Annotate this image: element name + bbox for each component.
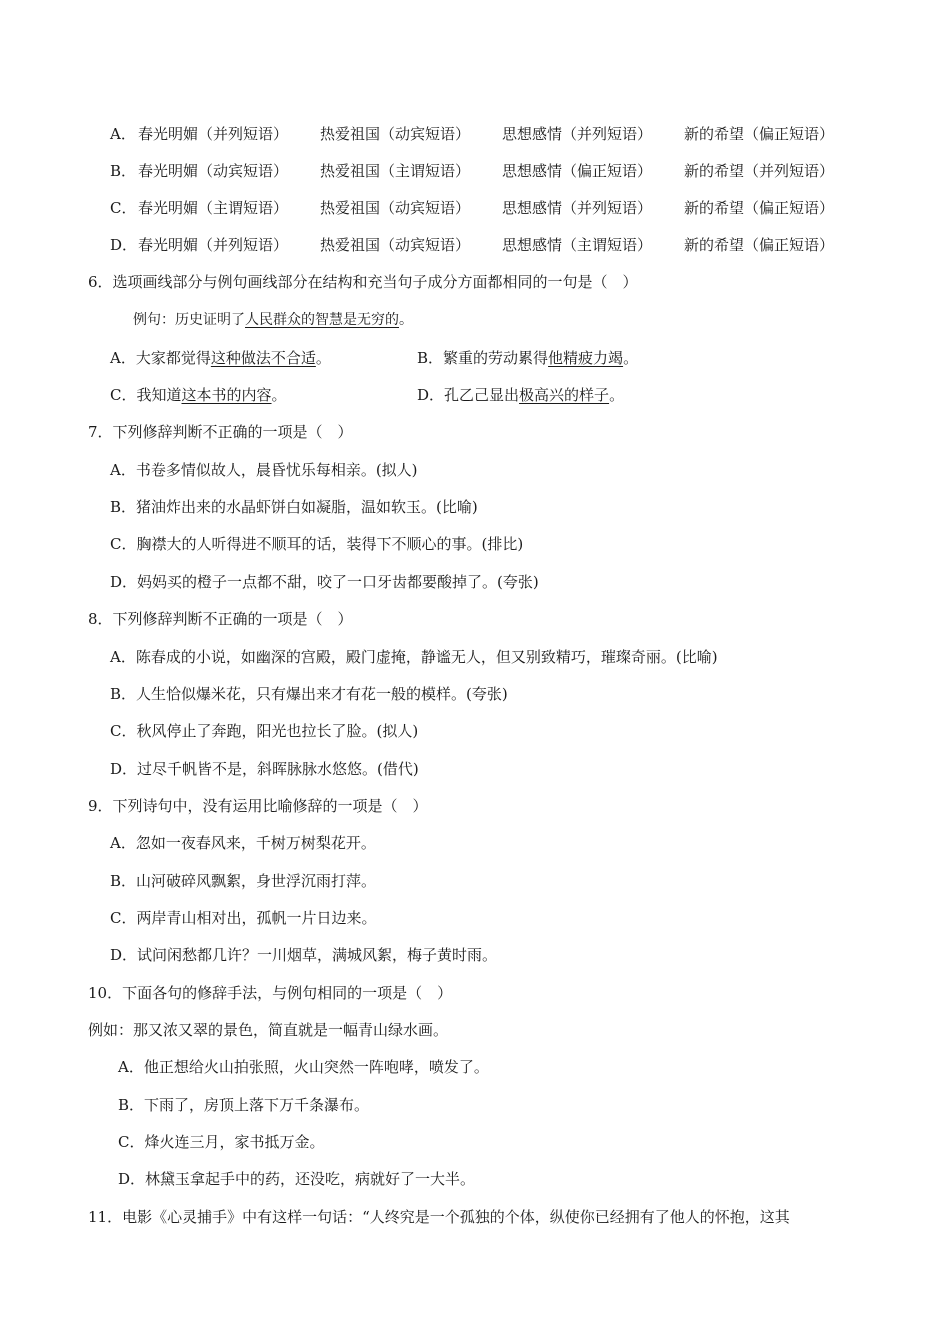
q6-example	[133, 310, 413, 330]
q5-option-a-item-2: 热爱祖国（动宾短语）	[320, 125, 471, 143]
q5-option-b-item-1: 春光明媚（动宾短语）	[138, 162, 289, 180]
q10-option-d: D．林黛玉拿起手中的药，还没吃，病就好了一大半。	[118, 1170, 476, 1188]
q5-option-c-item-3: 思想感情（并列短语）	[502, 199, 653, 217]
q6-option-c-post: 。	[271, 386, 287, 404]
q6-option-c-underlined: 这本书的内容	[181, 386, 272, 404]
q10-option-b: B．下雨了，房顶上落下万千条瀑布。	[118, 1096, 370, 1114]
q6-option-b-post: 。	[623, 349, 639, 367]
q8-option-b: B．人生恰似爆米花，只有爆出来才有花一般的模样。(夸张)	[110, 685, 508, 703]
q10-example: 例如：那又浓又翠的景色，简直就是一幅青山绿水画。	[88, 1021, 449, 1039]
q6-option-a-post: 。	[315, 349, 331, 367]
q5-option-c-item-2: 热爱祖国（动宾短语）	[320, 199, 471, 217]
q6-option-d	[417, 385, 624, 405]
q6-option-d-letter: D．	[417, 386, 445, 404]
q8-option-c: C．秋风停止了奔跑，阳光也拉长了脸。(拟人)	[110, 722, 419, 740]
q6-example-underlined: 人民群众的智慧是无穷的	[245, 312, 399, 328]
q6-stem: 6．选项画线部分与例句画线部分在结构和充当句子成分方面都相同的一句是（ ）	[88, 273, 638, 291]
q10-option-c: C．烽火连三月，家书抵万金。	[118, 1133, 325, 1151]
q6-option-c-letter: C．	[110, 386, 137, 404]
q5-option-b-item-4: 新的希望（并列短语）	[684, 162, 835, 180]
q6-option-b-underlined: 他精疲力竭	[548, 349, 624, 367]
q7-stem: 7．下列修辞判断不正确的一项是（ ）	[88, 423, 353, 441]
q7-option-c: C．胸襟大的人听得进不顺耳的话，装得下不顺心的事。(排比)	[110, 535, 524, 553]
q7-option-b: B．猪油炸出来的水晶虾饼白如凝脂，温如软玉。(比喻)	[110, 498, 478, 516]
q6-option-a	[110, 348, 331, 368]
q5-option-a-item-3: 思想感情（并列短语）	[502, 125, 653, 143]
q6-option-b-letter: B．	[417, 349, 444, 367]
q6-option-d-underlined: 极高兴的样子	[519, 386, 610, 404]
q8-stem: 8．下列修辞判断不正确的一项是（ ）	[88, 610, 353, 628]
q7-option-d: D．妈妈买的橙子一点都不甜，咬了一口牙齿都要酸掉了。(夸张)	[110, 573, 539, 591]
q10-stem: 10．下面各句的修辞手法，与例句相同的一项是（ ）	[88, 984, 453, 1002]
q5-option-d-item-4: 新的希望（偏正短语）	[684, 236, 835, 254]
q5-option-d-item-2: 热爱祖国（动宾短语）	[320, 236, 471, 254]
q11-stem: 11．电影《心灵捕手》中有这样一句话：“人终究是一个孤独的个体，纵使你已经拥有了他人的怀抱，这其	[88, 1208, 790, 1226]
q5-option-c-item-1: 春光明媚（主谓短语）	[138, 199, 289, 217]
q9-option-d: D．试问闲愁都几许？一川烟草，满城风絮，梅子黄时雨。	[110, 946, 498, 964]
q5-option-d-letter: D．	[110, 236, 138, 254]
q6-option-a-underlined: 这种做法不合适	[210, 349, 316, 367]
q5-option-b-item-2: 热爱祖国（主谓短语）	[320, 162, 471, 180]
q6-option-c	[110, 385, 287, 405]
q9-option-a: A．忽如一夜春风来，千树万树梨花开。	[110, 834, 376, 852]
q6-option-d-post: 。	[609, 386, 625, 404]
q9-stem: 9．下列诗句中，没有运用比喻修辞的一项是（ ）	[88, 797, 428, 815]
q6-option-d-pre: 孔乙己显出	[444, 386, 520, 404]
q9-option-b: B．山河破碎风飘絮，身世浮沉雨打萍。	[110, 872, 377, 890]
q10-option-a: A．他正想给火山拍张照，火山突然一阵咆哮，喷发了。	[118, 1058, 489, 1076]
q5-option-b-item-3: 思想感情（偏正短语）	[502, 162, 653, 180]
q5-option-d-item-3: 思想感情（主谓短语）	[502, 236, 653, 254]
q5-option-d-item-1: 春光明媚（并列短语）	[138, 236, 289, 254]
q5-option-a-item-4: 新的希望（偏正短语）	[684, 125, 835, 143]
q8-option-a: A．陈春成的小说，如幽深的宫殿，殿门虚掩，静谧无人，但又别致精巧，璀璨奇丽。(比喻)	[110, 648, 718, 666]
q9-option-c: C．两岸青山相对出，孤帆一片日边来。	[110, 909, 377, 927]
q6-option-b-pre: 繁重的劳动累得	[443, 349, 549, 367]
q5-option-a-item-1: 春光明媚（并列短语）	[138, 125, 289, 143]
q5-option-a-letter: A．	[110, 125, 136, 143]
q6-example-post: 。	[399, 312, 413, 328]
q6-example-pre: 例句：历史证明了	[133, 312, 245, 328]
q6-option-c-pre: 我知道	[136, 386, 182, 404]
q6-option-b	[417, 348, 638, 368]
q8-option-d: D．过尽千帆皆不是，斜晖脉脉水悠悠。(借代)	[110, 760, 419, 778]
q5-option-c-item-4: 新的希望（偏正短语）	[684, 199, 835, 217]
q5-option-b-letter: B．	[110, 162, 137, 180]
q7-option-a: A．书卷多情似故人，晨昏忧乐每相亲。(拟人)	[110, 461, 418, 479]
q6-option-a-pre: 大家都觉得	[135, 349, 211, 367]
q5-option-c-letter: C．	[110, 199, 137, 217]
q6-option-a-letter: A．	[110, 349, 136, 367]
